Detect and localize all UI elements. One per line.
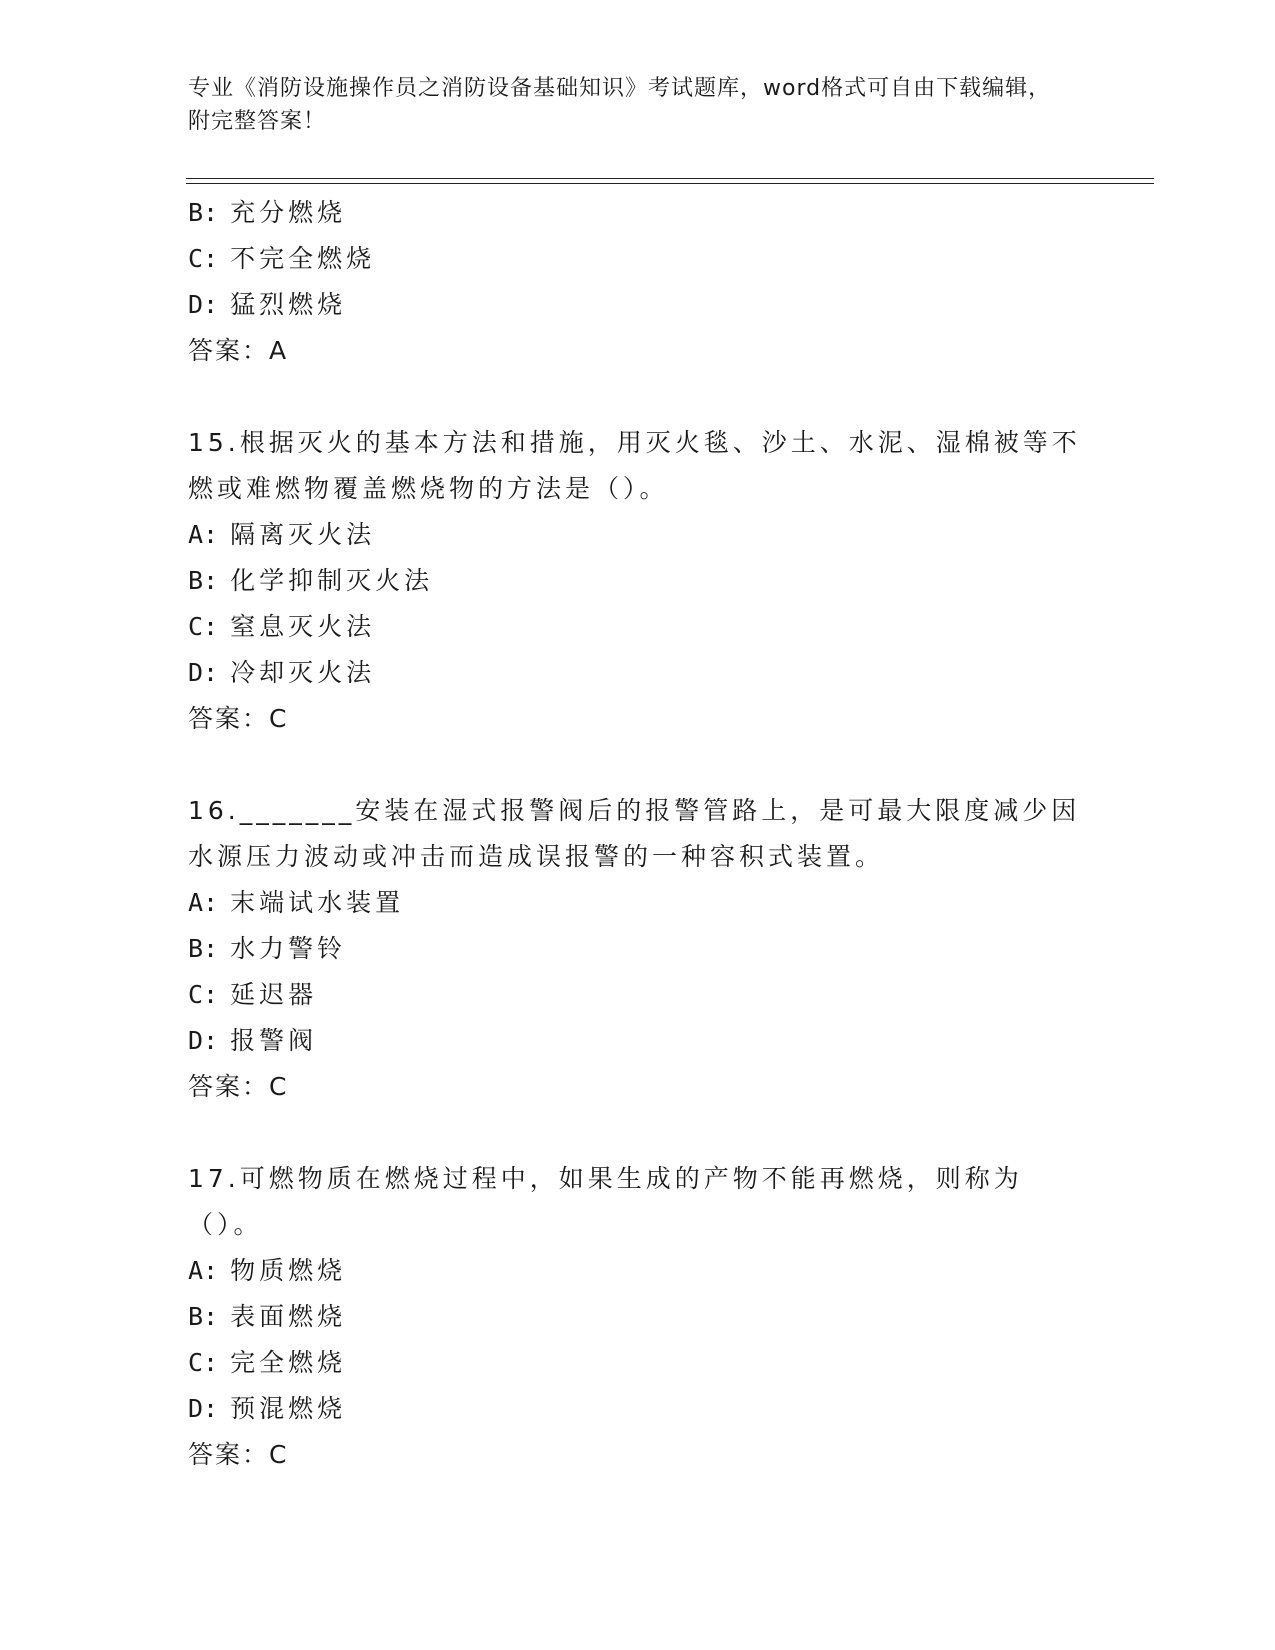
spacer — [188, 1110, 1088, 1156]
option-b — [188, 558, 1088, 604]
option-text: 猛烈燃烧 — [230, 290, 347, 319]
option-letter: A: — [188, 1256, 219, 1285]
option-text: 水力警铃 — [230, 934, 347, 963]
question-text: 17.可燃物质在燃烧过程中，如果生成的产物不能再燃烧，则称为（）。 — [188, 1164, 1023, 1239]
answer-line: 答案：A — [188, 336, 289, 365]
option-letter: C: — [188, 1348, 219, 1377]
option-a — [188, 880, 1088, 926]
option-text: 窒息灭火法 — [230, 612, 376, 641]
option-letter: D: — [188, 1394, 219, 1423]
question-text: 15.根据灭火的基本方法和措施，用灭火毯、沙土、水泥、湿棉被等不燃或难燃物覆盖燃烧物的方法是（）。 — [188, 428, 1081, 503]
option-letter: D: — [188, 658, 219, 687]
option-text: 隔离灭火法 — [230, 520, 376, 549]
option-letter: B: — [188, 934, 219, 963]
question-content — [188, 190, 1088, 1478]
option-d — [188, 1018, 1088, 1064]
option-letter: C: — [188, 612, 219, 641]
header-rule-bottom — [186, 183, 1154, 184]
answer-line: 答案：C — [188, 704, 289, 733]
option-text: 延迟器 — [230, 980, 318, 1009]
option-d — [188, 650, 1088, 696]
option-text: 充分燃烧 — [230, 198, 347, 227]
option-text: 化学抑制灭火法 — [230, 566, 434, 595]
option-text: 物质燃烧 — [230, 1256, 347, 1285]
continued-question — [188, 190, 1088, 374]
option-b — [188, 926, 1088, 972]
question-17 — [188, 1156, 1088, 1478]
question-16 — [188, 788, 1088, 1110]
answer-line: 答案：C — [188, 1440, 289, 1469]
option-c — [188, 236, 1088, 282]
option-c — [188, 1340, 1088, 1386]
question-text: 16._______安装在湿式报警阀后的报警管路上，是可最大限度减少因水源压力波动或冲击而造成误报警的一种容积式装置。 — [188, 796, 1081, 871]
option-b — [188, 1294, 1088, 1340]
header-rule-top — [186, 178, 1154, 179]
spacer — [188, 742, 1088, 788]
option-d — [188, 1386, 1088, 1432]
option-letter: D: — [188, 1026, 219, 1055]
option-text: 报警阀 — [230, 1026, 318, 1055]
spacer — [188, 374, 1088, 420]
option-letter: D: — [188, 290, 219, 319]
option-a — [188, 512, 1088, 558]
option-letter: A: — [188, 520, 219, 549]
option-letter: C: — [188, 244, 219, 273]
option-d — [188, 282, 1088, 328]
option-text: 不完全燃烧 — [230, 244, 376, 273]
option-letter: B: — [188, 566, 219, 595]
option-text: 末端试水装置 — [230, 888, 405, 917]
option-c — [188, 972, 1088, 1018]
option-text: 冷却灭火法 — [230, 658, 376, 687]
option-letter: A: — [188, 888, 219, 917]
option-b — [188, 190, 1088, 236]
option-letter: B: — [188, 1302, 219, 1331]
question-15 — [188, 420, 1088, 742]
option-a — [188, 1248, 1088, 1294]
option-letter: B: — [188, 198, 219, 227]
option-text: 完全燃烧 — [230, 1348, 347, 1377]
document-header: 专业《消防设施操作员之消防设备基础知识》考试题库，word格式可自由下载编辑，附完整答案！ — [188, 76, 1052, 134]
option-c — [188, 604, 1088, 650]
answer-line: 答案：C — [188, 1072, 289, 1101]
option-letter: C: — [188, 980, 219, 1009]
option-text: 预混燃烧 — [230, 1394, 347, 1423]
option-text: 表面燃烧 — [230, 1302, 347, 1331]
